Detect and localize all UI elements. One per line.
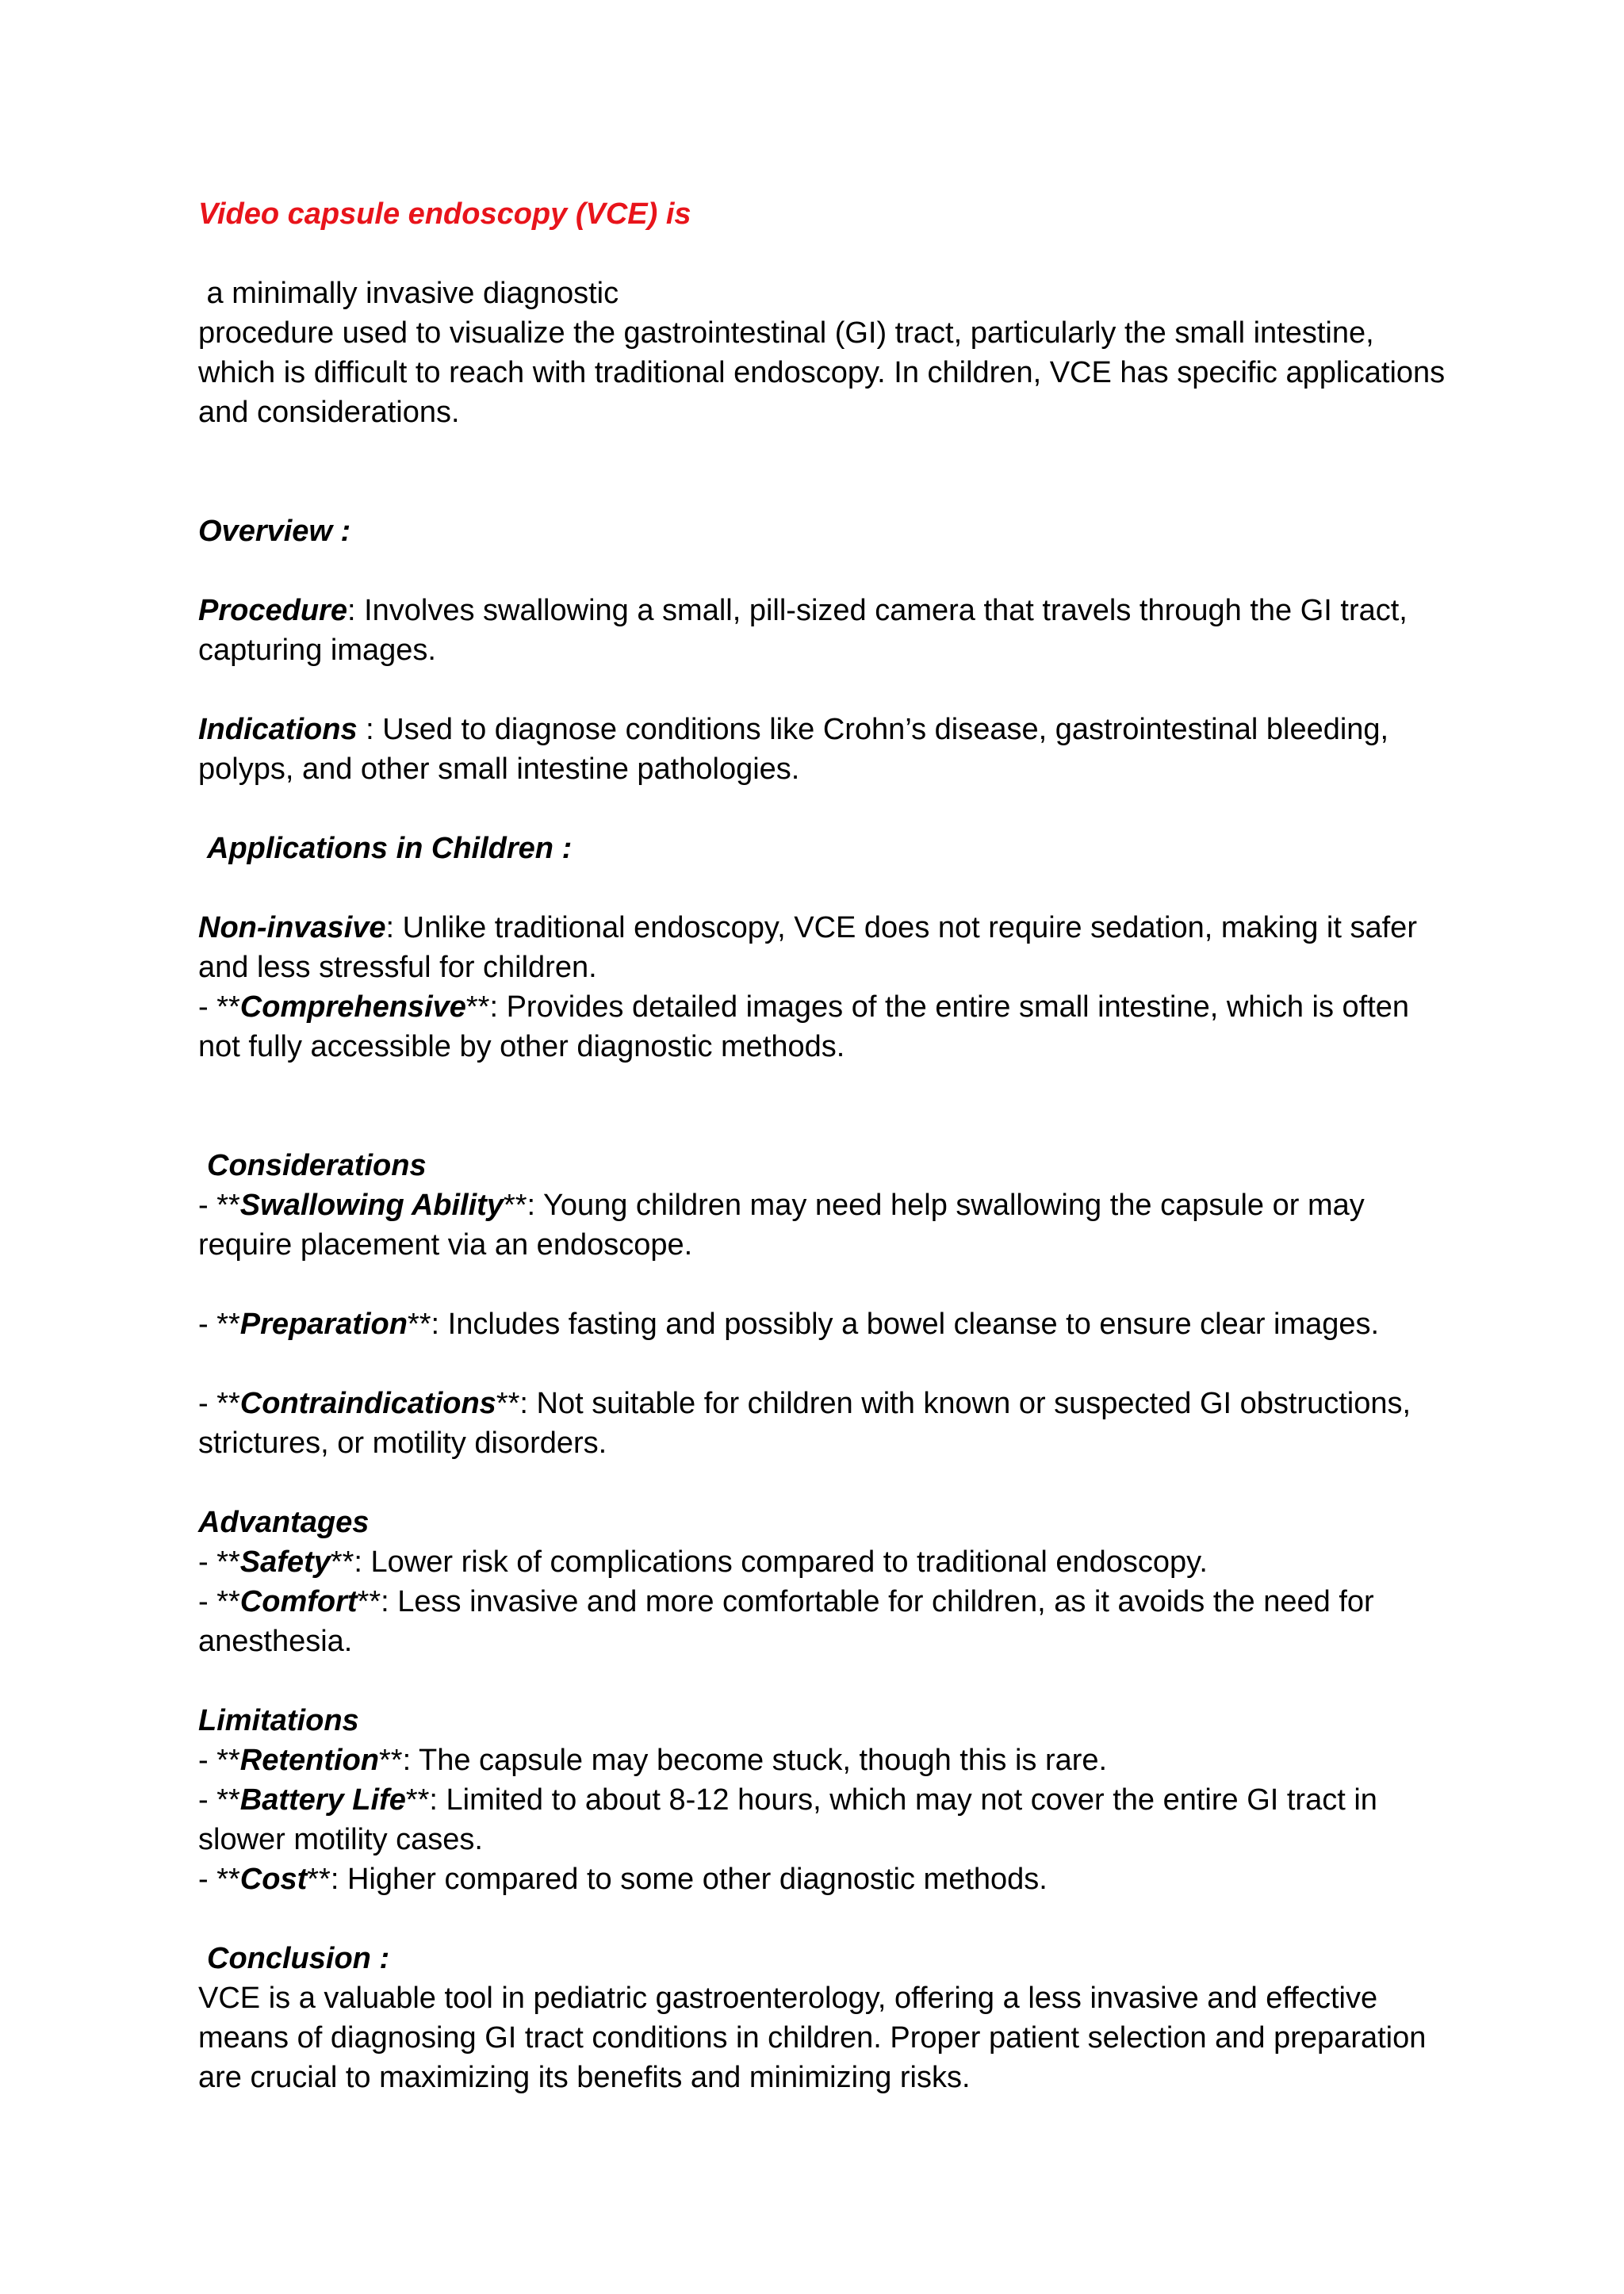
- overview-heading: Overview :: [198, 515, 351, 548]
- applications-heading: Applications in Children :: [207, 832, 573, 865]
- noninvasive-text: : Unlike traditional endoscopy, VCE does not require sedation, making it safer and less stressful for children.: [198, 911, 1417, 984]
- comprehensive-label: Comprehensive: [239, 990, 466, 1024]
- item-label: Battery Life: [239, 1783, 406, 1817]
- list-item: - **Retention**: The capsule may become stuck, though this is rare.: [198, 1744, 1108, 1777]
- item-label: Preparation: [239, 1308, 408, 1341]
- noninvasive-paragraph: [198, 908, 1451, 987]
- list-item: - **Battery Life**: Limited to about 8-12 hours, which may not cover the entire GI tract in slower motility cases.: [198, 1783, 1377, 1856]
- item-label: Retention: [239, 1744, 380, 1777]
- item-label: Safety: [239, 1545, 331, 1579]
- list-item: - **Safety**: Lower risk of complications compared to traditional endoscopy.: [198, 1545, 1208, 1579]
- list-item: - **Swallowing Ability**: Young children may need help swallowing the capsule or may require placement via an endoscope.: [198, 1189, 1365, 1262]
- list-item: - **Comfort**: Less invasive and more comfortable for children, as it avoids the need for anesthesia.: [198, 1585, 1374, 1658]
- comprehensive-paragraph: - **Comprehensive**: Provides detailed images of the entire small intestine, which is often not fully accessible by other diagnostic methods.: [198, 990, 1410, 1063]
- list-item: - **Cost**: Higher compared to some other diagnostic methods.: [198, 1863, 1048, 1896]
- item-label: Cost: [239, 1863, 308, 1896]
- conclusion-paragraph: VCE is a valuable tool in pediatric gastroenterology, offering a less invasive and effective means of diagnosing GI tract conditions in children. Proper patient selection and preparation are crucial to maximizing its benefits and minimizing risks.: [198, 1982, 1427, 2094]
- intro-line: a minimally invasive diagnostic: [198, 277, 619, 310]
- document-page: [198, 194, 1451, 2097]
- conclusion-heading: Conclusion :: [207, 1942, 390, 1975]
- comprehensive-text: **: Provides detailed images of the entire small intestine, which is often not fully accessible by other diagnostic methods.: [198, 990, 1410, 1063]
- document-title: Video capsule endoscopy (VCE) is: [198, 197, 691, 231]
- advantages-heading: Advantages: [198, 1506, 370, 1539]
- item-label: Comfort: [239, 1585, 358, 1618]
- considerations-heading: Considerations: [207, 1149, 427, 1182]
- indications-text: : Used to diagnose conditions like Crohn’s disease, gastrointestinal bleeding, polyps, and other small intestine pathologies.: [198, 713, 1397, 786]
- list-item: - **Preparation**: Includes fasting and possibly a bowel cleanse to ensure clear images.: [198, 1308, 1380, 1341]
- indications-label: Indications: [198, 713, 358, 746]
- limitations-heading: Limitations: [198, 1704, 359, 1737]
- procedure-paragraph: [198, 591, 1451, 670]
- list-item: - **Contraindications**: Not suitable for children with known or suspected GI obstructions, strictures, or motility disorders.: [198, 1387, 1411, 1460]
- procedure-label: Procedure: [198, 594, 347, 627]
- intro-paragraph: procedure used to visualize the gastrointestinal (GI) tract, particularly the small intestine, which is difficult to reach with traditional endoscopy. In children, VCE has specific applications and considerations.: [198, 316, 1446, 429]
- item-label: Contraindications: [239, 1387, 496, 1420]
- item-label: Swallowing Ability: [239, 1189, 504, 1222]
- indications-paragraph: [198, 710, 1451, 789]
- procedure-text: : Involves swallowing a small, pill-sized camera that travels through the GI tract, capturing images.: [198, 594, 1408, 667]
- noninvasive-label: Non-invasive: [198, 911, 386, 944]
